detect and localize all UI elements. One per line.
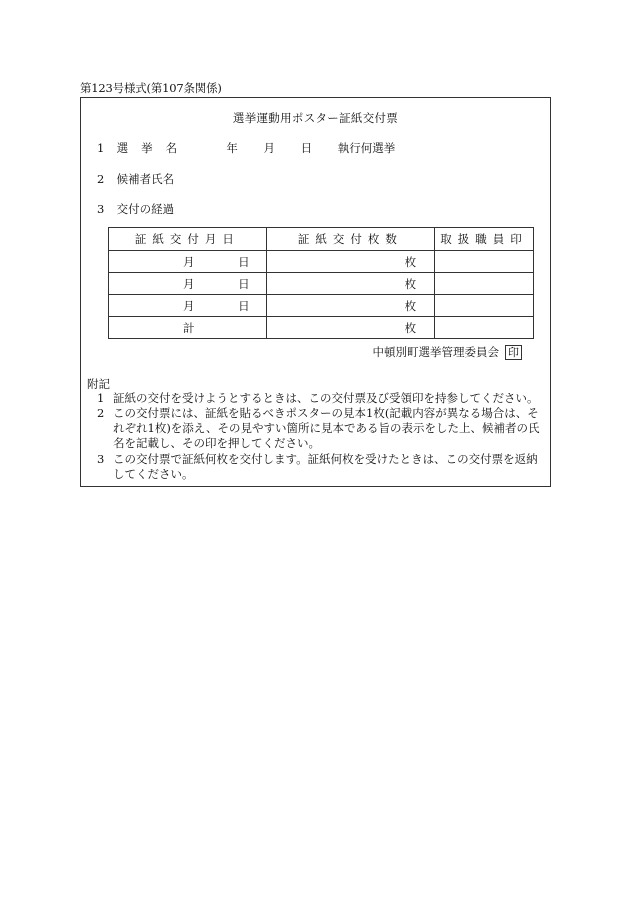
count-unit: 枚 (404, 276, 417, 291)
count-unit: 枚 (404, 320, 417, 335)
note-item (97, 391, 541, 406)
item-label: 交付の経過 (116, 202, 175, 216)
month-label: 月 (183, 298, 195, 313)
note-text: この交付票で証紙何枚を交付します。証紙何枚を受けたときは、この交付票を返納してください。 (113, 452, 538, 481)
table-total-row (109, 317, 534, 339)
note-text: この交付票には、証紙を貼るべきポスターの見本1枚(記載内容が異なる場合は、それぞれ1枚)を添え、その見やすい箇所に見本である旨の表示をした上、候補者の氏名を記載し、その印を押してください。 (113, 406, 540, 450)
day-label: 日 (238, 298, 250, 313)
note-number: 1 (97, 391, 105, 405)
seal-cell[interactable] (435, 251, 534, 273)
count-cell[interactable] (266, 251, 434, 273)
table-header-row (109, 228, 534, 251)
date-cell[interactable] (109, 295, 267, 317)
form-number-label: 第123号様式(第107条関係) (80, 81, 222, 95)
note-number: 3 (97, 452, 105, 466)
table-row (109, 273, 534, 295)
seal-cell[interactable] (435, 295, 534, 317)
form-frame (80, 97, 551, 487)
count-unit: 枚 (404, 254, 417, 269)
item-issue-history (97, 201, 174, 217)
committee-name: 中頓別町選挙管理委員会 (372, 345, 499, 359)
item-number: 3 (97, 202, 105, 216)
item-label: 選挙名 (116, 141, 191, 155)
month-label: 月 (183, 276, 195, 291)
total-count-cell[interactable] (266, 317, 434, 339)
seal-mark: 印 (505, 345, 522, 360)
total-label-cell (109, 317, 267, 339)
seal-cell[interactable] (435, 273, 534, 295)
item-label: 候補者氏名 (116, 172, 175, 186)
item-election-name (97, 140, 395, 156)
notes-title: 附記 (87, 377, 110, 391)
note-number: 2 (97, 406, 105, 420)
header-issue-count: 証紙交付枚数 (266, 228, 434, 251)
item-number: 1 (97, 141, 105, 155)
month-label: 月 (183, 254, 195, 269)
issue-table (108, 227, 534, 339)
date-cell[interactable] (109, 273, 267, 295)
note-item (97, 452, 541, 482)
form-title: 選挙運動用ポスター証紙交付票 (232, 111, 399, 125)
day-label: 日 (238, 254, 250, 269)
day-label: 日 (238, 276, 250, 291)
count-cell[interactable] (266, 295, 434, 317)
count-cell[interactable] (266, 273, 434, 295)
header-issue-date: 証紙交付月日 (109, 228, 267, 251)
date-cell[interactable] (109, 251, 267, 273)
committee-signature (373, 344, 523, 360)
total-label: 計 (183, 320, 195, 335)
item-number: 2 (97, 172, 105, 186)
election-date-text: 年 月 日 執行何選挙 (226, 141, 396, 155)
note-text: 証紙の交付を受けようとするときは、この交付票及び受領印を持参してください。 (113, 391, 539, 405)
count-unit: 枚 (404, 298, 417, 313)
item-candidate-name (97, 171, 174, 187)
table-row (109, 295, 534, 317)
header-staff-seal: 取扱職員印 (435, 228, 534, 251)
seal-cell[interactable] (435, 317, 534, 339)
table-row (109, 251, 534, 273)
note-item (97, 406, 541, 451)
